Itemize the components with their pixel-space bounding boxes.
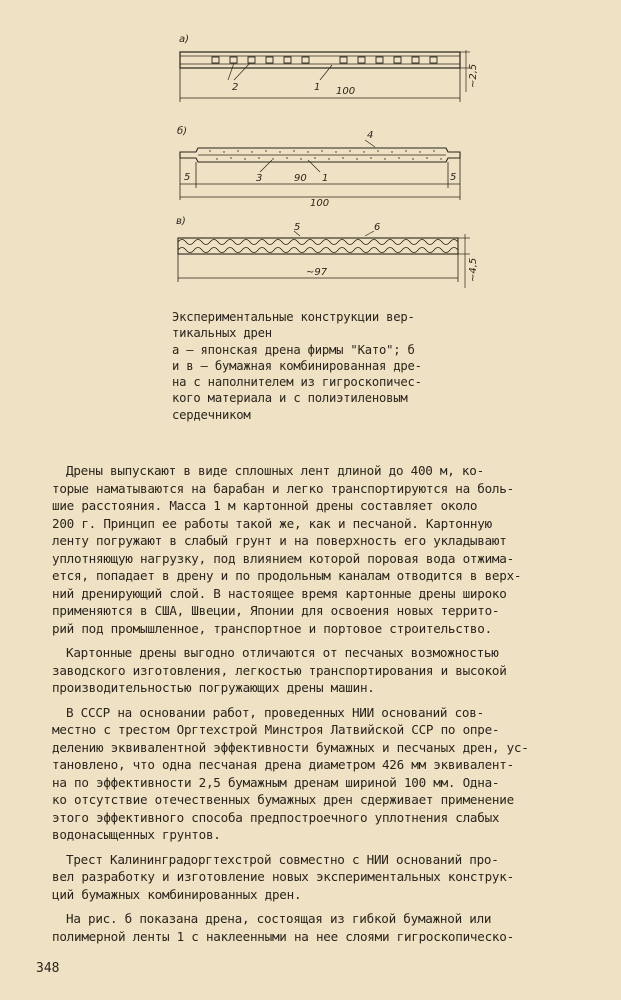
text-line: вел разработку и изготовление новых экспериментальных конструк- <box>52 869 514 884</box>
text-line: Картонные дрены выгодно отличаются от песчаных возможностью <box>66 645 499 660</box>
text-line: ленту погружают в слабый грунт и на поверхность его укладывают <box>52 533 507 548</box>
paragraph <box>52 910 578 945</box>
drain-figure <box>160 20 480 295</box>
panel-b-label-4: 4 <box>367 130 374 141</box>
text-line: На рис. б показана дрена, состоящая из гибкой бумажной или <box>66 911 492 926</box>
caption-line: а – японская дрена фирмы "Като"; б <box>172 342 415 357</box>
text-line: шие расстояния. Масса 1 м картонной дрены составляет около <box>52 498 478 513</box>
paragraph <box>52 851 578 904</box>
panel-b-label-5-right: 5 <box>450 172 457 183</box>
panel-b-drain <box>180 140 460 200</box>
text-line: производительностью погружающих дрены машин. <box>52 680 375 695</box>
text-line: ко отсутствие отечественных бумажных дрен сдерживает применение <box>52 792 514 807</box>
text-line: уплотняющую нагрузку, под влиянием которой поровая вода отжима- <box>52 550 514 566</box>
panel-b-length: 100 <box>310 198 330 209</box>
text-line: делению эквивалентной эффективности бумажных и песчаных дрен, ус- <box>52 739 529 755</box>
text-line: этого эффективного способа предпостроечного уплотнения слабых <box>52 809 500 825</box>
paragraph <box>52 704 578 844</box>
text-line: рий под промышленное, транспортное и портовое строительство. <box>52 620 492 636</box>
panel-b-label-3: 3 <box>256 173 263 184</box>
caption-line: и в – бумажная комбинированная дре- <box>172 358 422 373</box>
text-line: ется, попадает в дрену и по продольным каналам отводится в верх- <box>52 568 522 583</box>
panel-a-length: 100 <box>336 86 356 97</box>
page-number: 348 <box>36 961 60 976</box>
panel-c-thickness: ~4,5 <box>468 257 479 282</box>
panel-c-label-6: 6 <box>374 222 381 233</box>
body-text <box>52 462 578 952</box>
panel-c-length: ~97 <box>306 267 328 278</box>
caption-line: сердечником <box>172 407 251 422</box>
panel-a-drain <box>180 50 470 102</box>
figure-caption <box>172 309 480 423</box>
text-line: на по эффективности 2,5 бумажным дренам шириной 100 мм. Одна- <box>52 774 500 790</box>
panel-a-thickness: ~2,5 <box>468 63 479 88</box>
text-line: 200 г. Принцип ее работы такой же, как и песчаной. Картонную <box>52 515 492 531</box>
drain-diagram <box>160 20 480 295</box>
text-line: В СССР на основании работ, проведенных НИИ оснований сов- <box>66 704 484 720</box>
panel-c-letter: в) <box>176 216 186 227</box>
panel-a-label-2: 2 <box>232 82 239 93</box>
text-line: Дрены выпускают в виде сплошных лент длиной до 400 м, ко- <box>66 463 484 478</box>
panel-c-label-5: 5 <box>294 222 301 233</box>
text-line: торые наматываются на барабан и легко транспортируются на боль- <box>52 480 514 496</box>
panel-b-label-1: 1 <box>322 173 329 184</box>
text-line: водонасыщенных грунтов. <box>52 827 221 842</box>
text-line: применяются в США, Швеции, Японии для освоения новых террито- <box>52 603 500 618</box>
caption-line: Экспериментальные конструкции вер- <box>172 310 415 324</box>
caption-line: тикальных дрен <box>172 326 272 341</box>
panel-b-letter: б) <box>177 126 188 137</box>
panel-a-letter: а) <box>179 34 190 45</box>
caption-line: кого материала и с полиэтиленовым <box>172 391 408 406</box>
panel-b-inner-length: 90 <box>294 173 307 184</box>
panel-b-label-5-left: 5 <box>184 172 191 183</box>
caption-line: на с наполнителем из гигроскопичес- <box>172 375 422 390</box>
panel-a-label-1: 1 <box>314 82 321 93</box>
text-line: ций бумажных комбинированных дрен. <box>52 886 302 902</box>
text-line: полимерной ленты 1 с наклеенными на нее слоями гигроскопическо- <box>52 928 514 944</box>
text-line: заводского изготовления, легкостью транспортирования и высокой <box>52 662 507 678</box>
paragraph <box>52 644 578 697</box>
text-line: Трест Калининградоргтехстрой совместно с НИИ оснований про- <box>66 851 499 867</box>
paragraph <box>52 462 578 637</box>
text-line: местно с трестом Оргтехстрой Минстроя Латвийской ССР по опре- <box>52 722 500 737</box>
text-line: тановлено, что одна песчаная дрена диаметром 426 мм эквивалент- <box>52 757 514 772</box>
panel-c-drain <box>178 231 470 288</box>
text-line: ний дренирующий слой. В настоящее время картонные дрены широко <box>52 585 507 601</box>
